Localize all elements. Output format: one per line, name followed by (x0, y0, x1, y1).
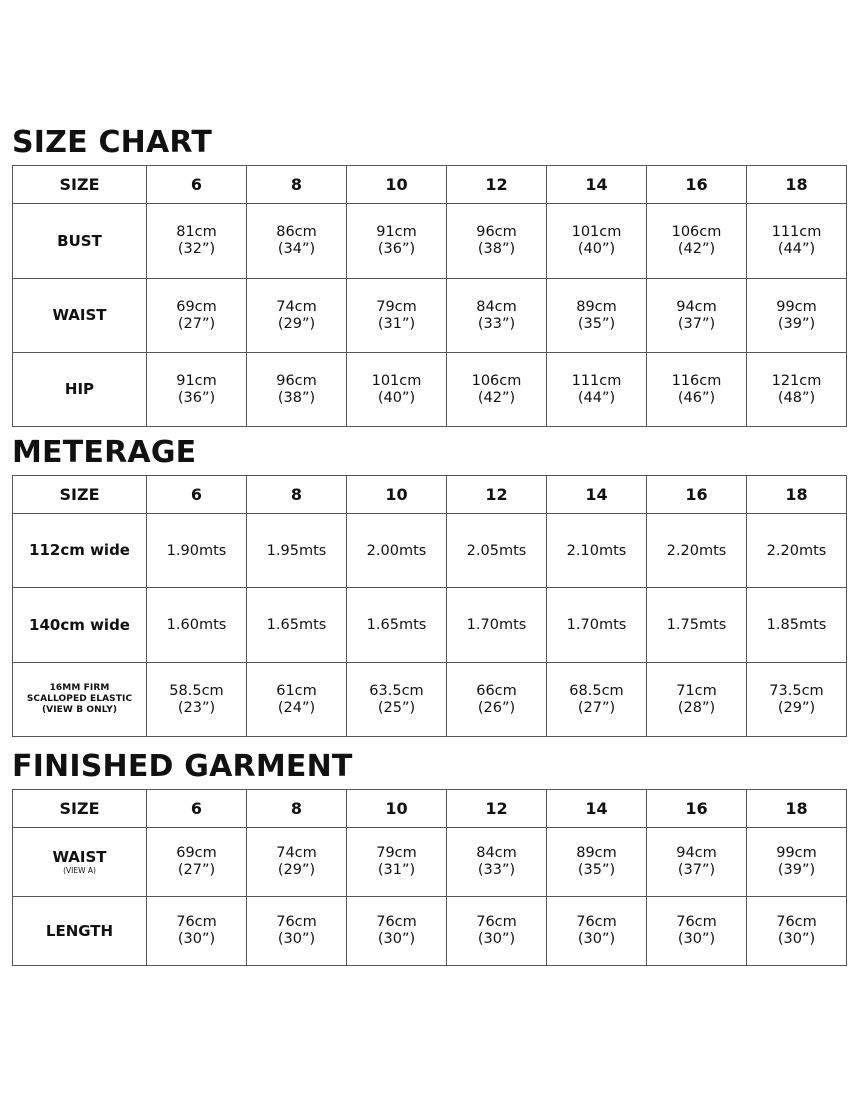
cell-finished-length-6: 76cm (30”) (147, 897, 247, 966)
cell-finished-length-10: 76cm (30”) (347, 897, 447, 966)
cell-elastic-8: 61cm (24”) (247, 663, 347, 737)
table-row-finished-length (13, 897, 847, 966)
cell-hip-6: 91cm (36”) (147, 353, 247, 427)
meterage-header-row (13, 476, 847, 514)
size-chart-title: SIZE CHART (12, 125, 213, 160)
size-header-label: SIZE (13, 166, 147, 204)
cell-waist-14: 89cm (35”) (547, 279, 647, 353)
row-label-hip: HIP (13, 353, 147, 427)
cell-finished-length-16: 76cm (30”) (647, 897, 747, 966)
finished-header-label: SIZE (13, 790, 147, 828)
cell-hip-10: 101cm (40”) (347, 353, 447, 427)
cell-140cm-8: 1.65mts (247, 588, 347, 663)
cell-140cm-6: 1.60mts (147, 588, 247, 663)
cell-waist-18: 99cm (39”) (747, 279, 847, 353)
size-header-12: 12 (447, 166, 547, 204)
meterage-header-label: SIZE (13, 476, 147, 514)
cell-bust-16: 106cm (42”) (647, 204, 747, 279)
finished-header-6: 6 (147, 790, 247, 828)
size-header-14: 14 (547, 166, 647, 204)
cell-112cm-8: 1.95mts (247, 514, 347, 588)
cell-finished-waist-16: 94cm (37”) (647, 828, 747, 897)
table-row-elastic (13, 663, 847, 737)
cell-finished-length-18: 76cm (30”) (747, 897, 847, 966)
cell-112cm-10: 2.00mts (347, 514, 447, 588)
row-sublabel-view-a: (VIEW A) (63, 865, 96, 875)
cell-hip-12: 106cm (42”) (447, 353, 547, 427)
cell-112cm-14: 2.10mts (547, 514, 647, 588)
cell-bust-14: 101cm (40”) (547, 204, 647, 279)
cell-finished-waist-12: 84cm (33”) (447, 828, 547, 897)
cell-hip-8: 96cm (38”) (247, 353, 347, 427)
cell-bust-10: 91cm (36”) (347, 204, 447, 279)
cell-elastic-14: 68.5cm (27”) (547, 663, 647, 737)
cell-112cm-6: 1.90mts (147, 514, 247, 588)
finished-header-12: 12 (447, 790, 547, 828)
cell-bust-6: 81cm (32”) (147, 204, 247, 279)
size-header-16: 16 (647, 166, 747, 204)
size-chart-table (12, 165, 847, 427)
row-label-112cm: 112cm wide (13, 514, 147, 588)
table-row-bust (13, 204, 847, 279)
cell-140cm-14: 1.70mts (547, 588, 647, 663)
meterage-title: METERAGE (12, 435, 197, 470)
cell-140cm-10: 1.65mts (347, 588, 447, 663)
finished-header-8: 8 (247, 790, 347, 828)
meterage-header-12: 12 (447, 476, 547, 514)
size-header-18: 18 (747, 166, 847, 204)
size-header-8: 8 (247, 166, 347, 204)
cell-140cm-18: 1.85mts (747, 588, 847, 663)
table-row-waist (13, 279, 847, 353)
cell-112cm-18: 2.20mts (747, 514, 847, 588)
cell-finished-waist-14: 89cm (35”) (547, 828, 647, 897)
finished-header-18: 18 (747, 790, 847, 828)
cell-elastic-18: 73.5cm (29”) (747, 663, 847, 737)
table-row-hip (13, 353, 847, 427)
row-label-waist: WAIST (13, 279, 147, 353)
cell-finished-waist-6: 69cm (27”) (147, 828, 247, 897)
cell-elastic-10: 63.5cm (25”) (347, 663, 447, 737)
cell-waist-12: 84cm (33”) (447, 279, 547, 353)
finished-garment-title: FINISHED GARMENT (12, 749, 353, 784)
meterage-header-8: 8 (247, 476, 347, 514)
cell-elastic-12: 66cm (26”) (447, 663, 547, 737)
finished-header-row (13, 790, 847, 828)
row-label-140cm: 140cm wide (13, 588, 147, 663)
meterage-table (12, 475, 847, 737)
cell-elastic-6: 58.5cm (23”) (147, 663, 247, 737)
cell-bust-12: 96cm (38”) (447, 204, 547, 279)
row-label-bust: BUST (13, 204, 147, 279)
cell-140cm-12: 1.70mts (447, 588, 547, 663)
meterage-header-14: 14 (547, 476, 647, 514)
cell-waist-10: 79cm (31”) (347, 279, 447, 353)
row-label-finished-waist: WAIST (VIEW A) (13, 828, 147, 897)
cell-bust-8: 86cm (34”) (247, 204, 347, 279)
cell-finished-waist-18: 99cm (39”) (747, 828, 847, 897)
finished-garment-table (12, 789, 847, 966)
size-header-6: 6 (147, 166, 247, 204)
cell-hip-18: 121cm (48”) (747, 353, 847, 427)
cell-hip-16: 116cm (46”) (647, 353, 747, 427)
cell-finished-waist-10: 79cm (31”) (347, 828, 447, 897)
cell-112cm-16: 2.20mts (647, 514, 747, 588)
cell-finished-length-8: 76cm (30”) (247, 897, 347, 966)
finished-header-16: 16 (647, 790, 747, 828)
cell-finished-waist-8: 74cm (29”) (247, 828, 347, 897)
meterage-header-16: 16 (647, 476, 747, 514)
cell-hip-14: 111cm (44”) (547, 353, 647, 427)
meterage-header-6: 6 (147, 476, 247, 514)
table-row-112cm (13, 514, 847, 588)
table-row-finished-waist (13, 828, 847, 897)
meterage-header-10: 10 (347, 476, 447, 514)
cell-140cm-16: 1.75mts (647, 588, 747, 663)
cell-waist-16: 94cm (37”) (647, 279, 747, 353)
cell-bust-18: 111cm (44”) (747, 204, 847, 279)
cell-112cm-12: 2.05mts (447, 514, 547, 588)
row-label-elastic: 16MM FIRM SCALLOPED ELASTIC (VIEW B ONLY) (13, 663, 147, 737)
finished-header-10: 10 (347, 790, 447, 828)
finished-header-14: 14 (547, 790, 647, 828)
table-row-140cm (13, 588, 847, 663)
cell-waist-8: 74cm (29”) (247, 279, 347, 353)
meterage-header-18: 18 (747, 476, 847, 514)
row-label-finished-length: LENGTH (13, 897, 147, 966)
size-chart-header-row (13, 166, 847, 204)
cell-elastic-16: 71cm (28”) (647, 663, 747, 737)
cell-waist-6: 69cm (27”) (147, 279, 247, 353)
size-header-10: 10 (347, 166, 447, 204)
cell-finished-length-14: 76cm (30”) (547, 897, 647, 966)
cell-finished-length-12: 76cm (30”) (447, 897, 547, 966)
